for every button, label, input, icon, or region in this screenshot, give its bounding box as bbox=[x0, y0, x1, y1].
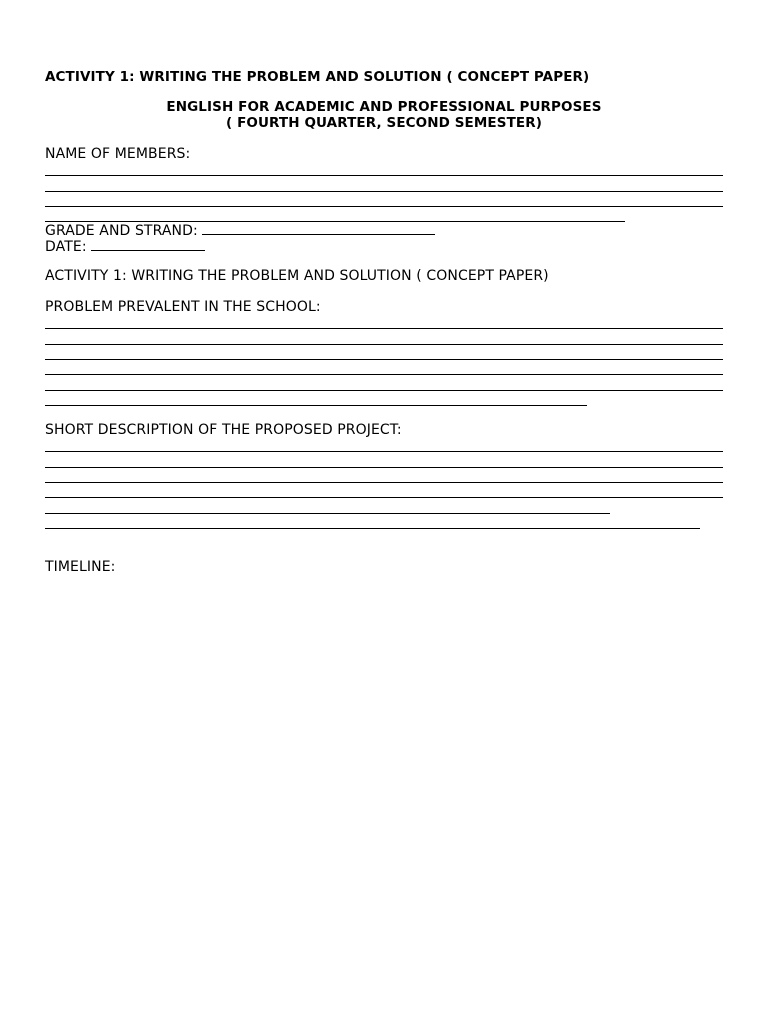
grade-strand-blank[interactable] bbox=[202, 222, 435, 235]
grade-strand-field bbox=[45, 222, 435, 239]
description-blank-line[interactable] bbox=[45, 528, 700, 529]
problem-blank-line[interactable] bbox=[45, 374, 723, 375]
members-blank-line[interactable] bbox=[45, 206, 723, 207]
grade-strand-label: GRADE AND STRAND: bbox=[45, 223, 198, 239]
problem-label: PROBLEM PREVALENT IN THE SCHOOL: bbox=[45, 299, 321, 315]
problem-blank-line[interactable] bbox=[45, 405, 587, 406]
subject-title: ENGLISH FOR ACADEMIC AND PROFESSIONAL PURPOSES bbox=[166, 99, 602, 115]
project-description-label: SHORT DESCRIPTION OF THE PROPOSED PROJECT: bbox=[45, 422, 402, 438]
problem-blank-line[interactable] bbox=[45, 359, 723, 360]
date-label: DATE: bbox=[45, 239, 87, 255]
members-label: NAME OF MEMBERS: bbox=[45, 146, 191, 162]
activity-title: ACTIVITY 1: WRITING THE PROBLEM AND SOLUTION ( CONCEPT PAPER) bbox=[45, 69, 590, 85]
problem-blank-line[interactable] bbox=[45, 344, 723, 345]
description-blank-line[interactable] bbox=[45, 513, 610, 514]
semester-subtitle: ( FOURTH QUARTER, SECOND SEMESTER) bbox=[226, 115, 542, 131]
description-blank-line[interactable] bbox=[45, 467, 723, 468]
description-blank-line[interactable] bbox=[45, 497, 723, 498]
timeline-label: TIMELINE: bbox=[45, 559, 116, 575]
problem-blank-line[interactable] bbox=[45, 390, 723, 391]
activity-repeat-heading: ACTIVITY 1: WRITING THE PROBLEM AND SOLUTION ( CONCEPT PAPER) bbox=[45, 268, 549, 284]
problem-blank-line[interactable] bbox=[45, 328, 723, 329]
description-blank-line[interactable] bbox=[45, 451, 723, 452]
date-field bbox=[45, 238, 205, 255]
members-blank-line[interactable] bbox=[45, 191, 723, 192]
date-blank[interactable] bbox=[91, 238, 205, 251]
description-blank-line[interactable] bbox=[45, 482, 723, 483]
members-blank-line[interactable] bbox=[45, 175, 723, 176]
